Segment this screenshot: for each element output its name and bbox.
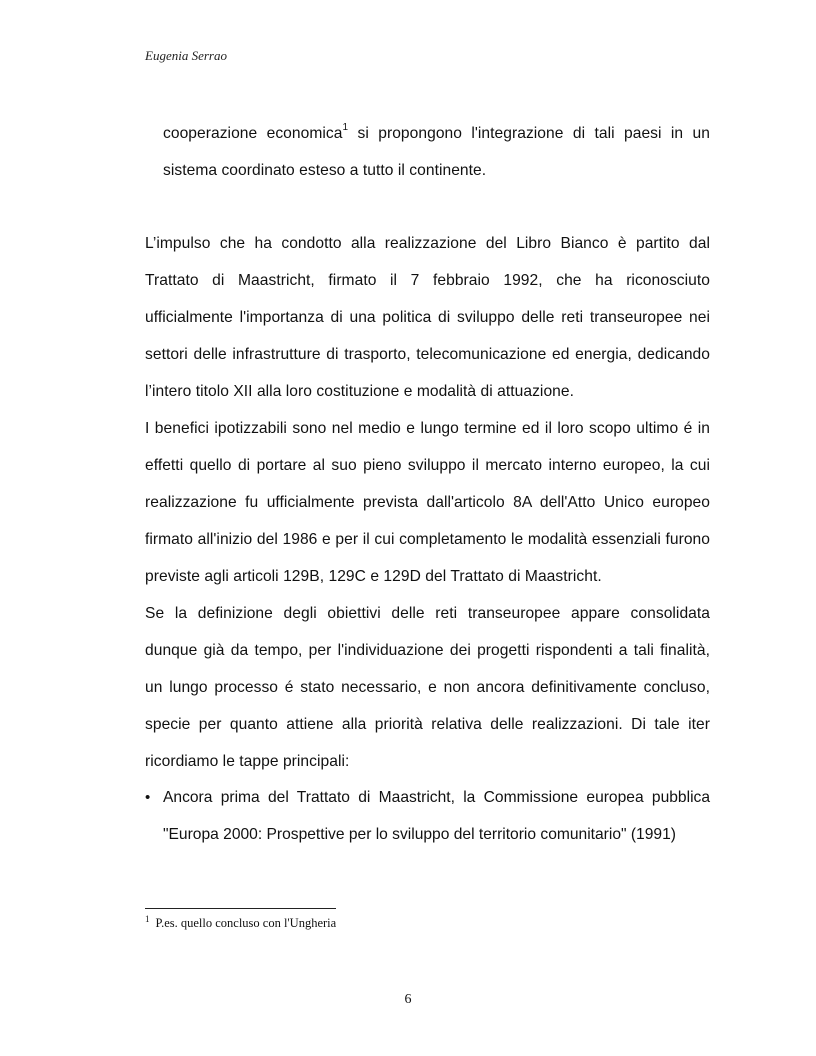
running-header-author: Eugenia Serrao (145, 48, 227, 63)
continued-paragraph (163, 115, 710, 189)
footnote-divider (145, 908, 336, 909)
footnote-text: P.es. quello concluso con l'Ungheria (155, 916, 337, 931)
page-number: 6 (404, 992, 412, 1007)
continued-paragraph-text: cooperazione economica (163, 125, 343, 142)
continued-paragraph-text-rest: si propongono l'integrazione di tali paesi in un sistema coordinato esteso a tutto il continente. (163, 125, 710, 179)
paragraph: Se la definizione degli obiettivi delle reti transeuropee appare consolidata dunque già da tempo, per l'individuazione dei progetti rispondenti a tali finalità, un lungo processo é stato necessario, e non ancora definitivamente concluso, specie per quanto attiene alla priorità relativa delle realizzazioni. Di tale iter ricordiamo le tappe principali: (145, 605, 710, 770)
main-text (145, 225, 710, 780)
footnote-reference[interactable]: 1 (342, 121, 349, 133)
bullet-list-item (145, 779, 710, 853)
bullet-icon: • (145, 789, 151, 806)
footnote-number: 1 (145, 914, 150, 924)
paragraph: I benefici ipotizzabili sono nel medio e lungo termine ed il loro scopo ultimo é in effetti quello di portare al suo pieno sviluppo il mercato interno europeo, la cui realizzazione fu ufficialmente prevista dall'articolo 8A dell'Atto Unico europeo firmato all'inizio del 1986 e per il cui completamento le modalità essenziali furono previste agli articoli 129B, 129C e 129D del Trattato di Maastricht. (145, 420, 710, 585)
bullet-text: Ancora prima del Trattato di Maastricht, la Commissione europea pubblica "Europa 2000: Prospettive per lo sviluppo del territorio comunitario" (1991) (163, 789, 710, 843)
footnote (145, 914, 336, 931)
paragraph: L’impulso che ha condotto alla realizzazione del Libro Bianco è partito dal Trattato di Maastricht, firmato il 7 febbraio 1992, che ha riconosciuto ufficialmente l'importanza di una politica di sviluppo delle reti transeuropee nei settori delle infrastrutture di trasporto, telecomunicazione ed energia, dedicando l’intero titolo XII alla loro costituzione e modalità di attuazione. (145, 235, 710, 400)
